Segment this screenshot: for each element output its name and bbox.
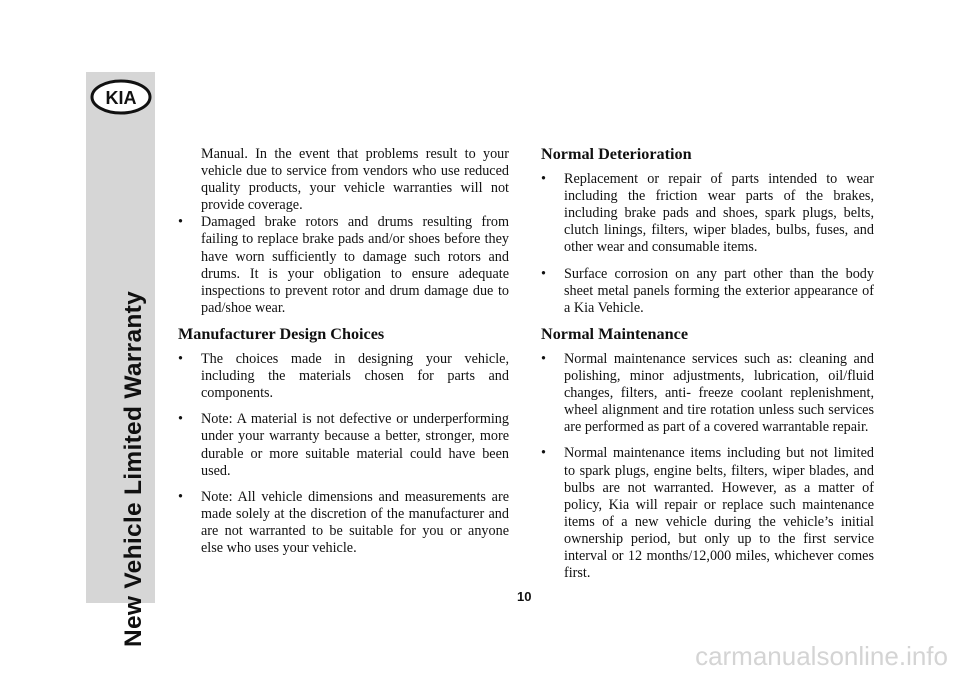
- page-number: 10: [517, 589, 532, 604]
- section-title-vertical: New Vehicle Limited Warranty: [120, 290, 147, 647]
- bullet-icon: •: [178, 411, 183, 428]
- bullet-icon: •: [541, 445, 546, 462]
- bullet-icon: •: [178, 488, 183, 505]
- sidebar: [86, 72, 155, 647]
- list-item: [178, 411, 509, 479]
- list-item-text: The choices made in designing your vehicle, including the materials chosen for parts and components.: [201, 351, 509, 402]
- list-item-text: Normal maintenance services such as: cleaning and polishing, minor adjustments, lubrication, oil/fluid changes, filters, anti- freeze coolant replenishment, wheel alignment and tire rotation unless such services are performed as part of a covered warrantable repair.: [564, 350, 874, 436]
- kia-logo: [90, 78, 152, 116]
- list-item-text: Damaged brake rotors and drums resulting from failing to replace brake pads and/or shoes before they have worn sufficiently to damage such rotors and drums. It is your obligation to ensure adequate inspections to prevent rotor and drum damage due to pad/shoe wear.: [201, 214, 509, 316]
- bullet-icon: •: [541, 171, 546, 188]
- section-heading: Normal Deterioration: [541, 145, 692, 163]
- list-item-text: Replacement or repair of parts intended to wear including the friction wear parts of the brakes, including brake pads and shoes, spark plugs, belts, clutch linings, filters, wiper blades, bulbs, fuses, and other wear and consumable items.: [564, 171, 874, 256]
- list-item-text: Note: A material is not defective or underperforming under your warranty because a better, stronger, more durable or more suitable material could have been used.: [201, 411, 509, 479]
- list-item: [541, 171, 874, 256]
- logo-text: KIA: [105, 88, 137, 108]
- left-column: [178, 146, 509, 566]
- list-item: [178, 214, 509, 317]
- list-item-text: Normal maintenance items including but not limited to spark plugs, engine belts, filters, wiper blades, and bulbs are not warranted. However, as a matter of policy, Kia will repair or replace such maintenance items of a new vehicle during the vehicle’s initial ownership period, but only up to the first service interval or 12 months/12,000 miles, whichever comes first.: [564, 445, 874, 582]
- list-item: [178, 351, 509, 402]
- list-item-text: Note: All vehicle dimensions and measurements are made solely at the discretion of the manufacturer and are not warranted to be suitable for you or anyone else who uses your vehicle.: [201, 488, 509, 556]
- bullet-icon: •: [541, 265, 546, 282]
- list-item-text: Surface corrosion on any part other than the body sheet metal panels forming the exterior appearance of a Kia Vehicle.: [564, 265, 874, 316]
- section-heading: Normal Maintenance: [541, 324, 689, 343]
- bullet-icon: •: [178, 351, 183, 368]
- list-item: [178, 489, 509, 557]
- section-heading: Manufacturer Design Choices: [178, 324, 385, 343]
- list-item: [541, 445, 874, 582]
- right-column: [541, 146, 874, 591]
- list-item: [541, 351, 874, 436]
- list-item: [541, 266, 874, 317]
- bullet-icon: •: [178, 214, 183, 231]
- bullet-icon: •: [541, 350, 546, 367]
- intro-paragraph: Manual. In the event that problems result to your vehicle due to service from vendors who use reduced quality products, your vehicle warranties will not provide coverage.: [201, 146, 509, 214]
- watermark: carmanualsonline.info: [695, 641, 948, 671]
